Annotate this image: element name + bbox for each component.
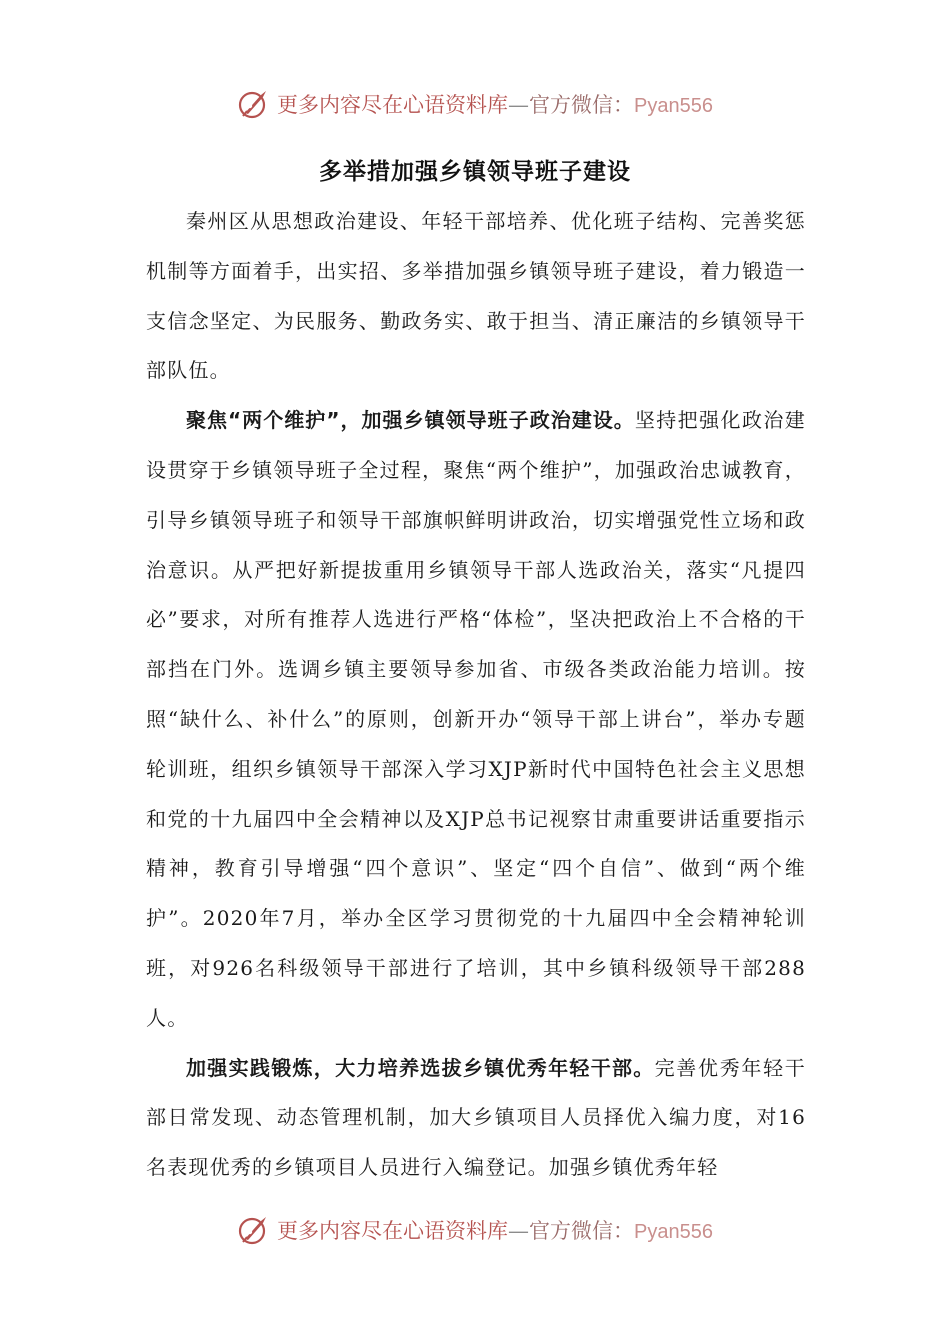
- quill-logo-icon: [237, 87, 271, 121]
- watermark-header: [0, 84, 950, 124]
- watermark-text: [277, 1215, 713, 1245]
- watermark-official-label: 官方微信：: [529, 93, 635, 117]
- watermark-handle: Pyan556: [634, 1221, 713, 1243]
- paragraph-text: 坚持把强化政治建设贯穿于乡镇领导班子全过程，聚焦“两个维护”，加强政治忠诚教育，引导乡镇领导班子和领导干部旗帜鲜明讲政治，切实增强党性立场和政治意识。从严把好新提拔重用乡镇领导干部人选政治关，落实“凡提四必”要求，对所有推荐人选进行严格“体检”，坚决把政治上不合格的干部挡在门外。选调乡镇主要领导参加省、市级各类政治能力培训。按照“缺什么、补什么”的原则，创新开办“领导干部上讲台”，举办专题轮训班，组织乡镇领导干部深入学习XJP新时代中国特色社会主义思想和党的十九届四中全会精神以及XJP总书记视察甘肃重要讲话重要指示精神，教育引导增强“四个意识”、坚定“四个自信”、做到“两个维护”。2020年7月，举办全区学习贯彻党的十九届四中全会精神轮训班，对926名科级领导干部进行了培训，其中乡镇科级领导干部288人。: [146, 408, 806, 1030]
- document-title: 多举措加强乡镇领导班子建设: [319, 159, 631, 185]
- watermark-dash: —: [508, 1219, 530, 1243]
- paragraph-political-building: [146, 396, 806, 1043]
- paragraph-lead: 聚焦“两个维护”，加强乡镇领导班子政治建设。: [186, 408, 635, 433]
- paragraph-intro: [146, 197, 806, 396]
- watermark-handle: Pyan556: [634, 95, 713, 117]
- watermark-official-label: 官方微信：: [529, 1219, 635, 1243]
- paragraph-text: 秦州区从思想政治建设、年轻干部培养、优化班子结构、完善奖惩机制等方面着手，出实招、多举措加强乡镇领导班子建设，着力锻造一支信念坚定、为民服务、勤政务实、敢于担当、清正廉洁的乡镇领导干部队伍。: [146, 209, 806, 383]
- watermark-text: [277, 89, 713, 119]
- paragraph-young-cadres: [146, 1044, 806, 1193]
- watermark-dash: —: [508, 93, 530, 117]
- watermark-brand: 更多内容尽在心语资料库: [277, 93, 509, 117]
- document-body: [146, 197, 806, 1193]
- watermark-footer: [0, 1210, 950, 1250]
- quill-logo-icon: [237, 1213, 271, 1247]
- paragraph-text: 完善优秀年轻干部日常发现、动态管理机制，加大乡镇项目人员择优入编力度，对16名表现优秀的乡镇项目人员进行入编登记。加强乡镇优秀年轻: [146, 1055, 806, 1180]
- watermark-brand: 更多内容尽在心语资料库: [277, 1219, 509, 1243]
- paragraph-lead: 加强实践锻炼，大力培养选拔乡镇优秀年轻干部。: [186, 1055, 655, 1080]
